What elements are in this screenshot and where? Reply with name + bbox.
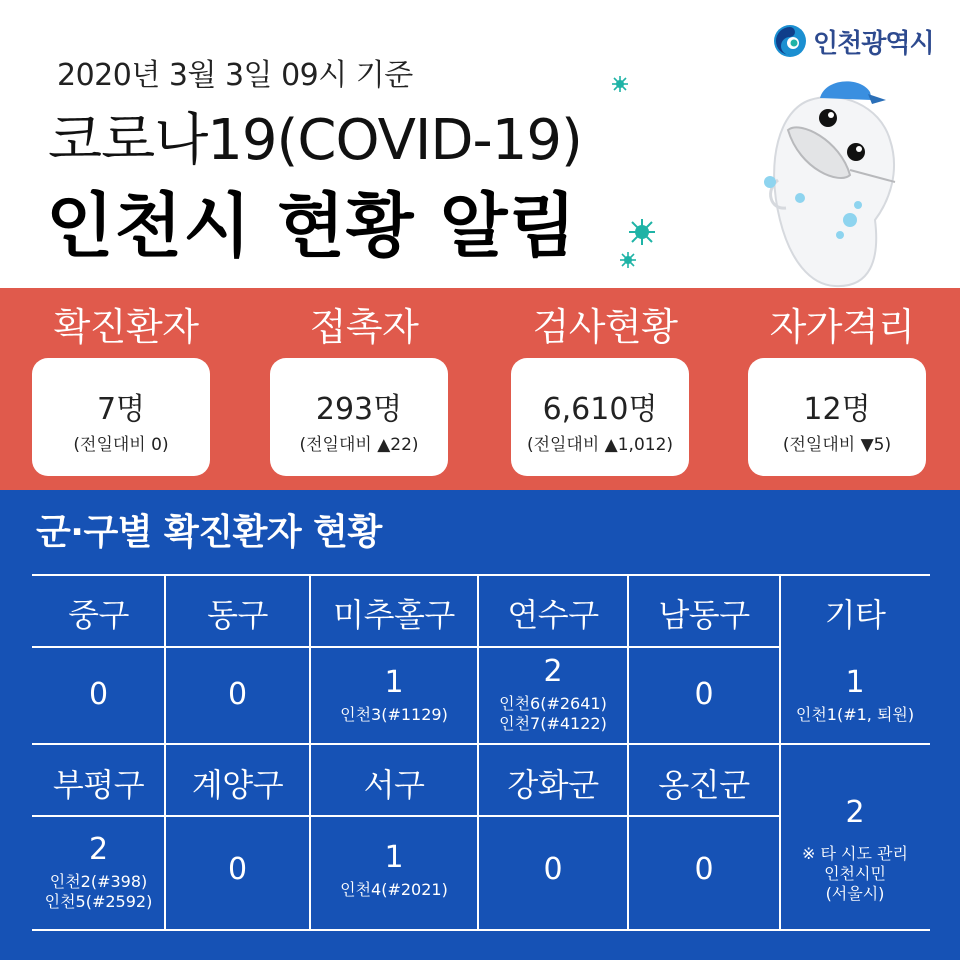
district-count: 1 bbox=[384, 840, 404, 875]
stat-value: 12명 bbox=[803, 392, 871, 427]
date-line: 2020년 3월 3일 09시 기준 bbox=[57, 58, 413, 93]
district-count: 2 bbox=[88, 832, 109, 867]
district-count: 2 bbox=[845, 795, 865, 830]
district-name: 옹진군 bbox=[658, 766, 750, 804]
case-note: (서울시) bbox=[825, 884, 885, 903]
case-note: ※ 타 시도 관리 bbox=[802, 844, 908, 863]
stat-delta: (전일대비 ▲1,012) bbox=[526, 435, 674, 455]
district-count: 2 bbox=[543, 654, 563, 689]
stat-label: 자가격리 bbox=[769, 305, 915, 349]
case-note: 인천6(#2641) bbox=[499, 694, 607, 713]
logo-text: 인천광역시 bbox=[813, 28, 934, 59]
district-count: 0 bbox=[88, 677, 109, 712]
title-line1: 코로나19(COVID-19) bbox=[48, 108, 582, 173]
case-note: 인천4(#2021) bbox=[340, 880, 448, 899]
case-note: 인천1(#1, 퇴원) bbox=[795, 705, 915, 724]
district-name: 중구 bbox=[68, 596, 129, 634]
case-note: 인천7(#4122) bbox=[499, 714, 607, 733]
virus-icon bbox=[628, 218, 656, 246]
logo bbox=[773, 22, 934, 60]
stat-value: 7명 bbox=[96, 392, 146, 427]
header bbox=[0, 0, 960, 288]
district-count: 0 bbox=[543, 852, 563, 887]
stat-delta: (전일대비 0) bbox=[73, 435, 169, 455]
case-note: 인천5(#2592) bbox=[44, 892, 153, 911]
stat-card bbox=[270, 358, 448, 476]
district-name: 부평구 bbox=[52, 766, 145, 804]
stats-band bbox=[0, 288, 960, 490]
case-note: 인천2(#398) bbox=[49, 872, 148, 891]
stat-label: 확진환자 bbox=[53, 305, 199, 349]
stat-label: 접촉자 bbox=[309, 305, 419, 349]
stat-card bbox=[748, 358, 926, 476]
district-count: 0 bbox=[227, 677, 248, 712]
stat-label: 검사현황 bbox=[532, 305, 678, 349]
district-section bbox=[0, 490, 960, 960]
district-count: 0 bbox=[694, 852, 714, 887]
stat-value: 293명 bbox=[315, 392, 403, 427]
district-count: 0 bbox=[694, 677, 714, 712]
stat-delta: (전일대비 ▲22) bbox=[299, 435, 419, 455]
district-name: 동구 bbox=[207, 596, 268, 634]
stat-card bbox=[32, 358, 210, 476]
virus-icon bbox=[612, 76, 628, 92]
district-name: 서구 bbox=[363, 766, 425, 804]
district-name: 미추홀구 bbox=[333, 596, 455, 634]
district-name: 강화군 bbox=[507, 766, 599, 804]
case-note: 인천시민 bbox=[824, 864, 886, 883]
virus-icon bbox=[620, 252, 636, 268]
title-line2: 인천시 현황 알림 bbox=[46, 185, 578, 267]
district-name: 남동구 bbox=[658, 596, 750, 634]
case-note: 인천3(#1129) bbox=[340, 705, 448, 724]
district-count: 0 bbox=[227, 852, 248, 887]
mascot-icon bbox=[740, 70, 950, 288]
stat-value: 6,610명 bbox=[542, 392, 658, 427]
district-title: 군·구별 확진환자 현황 bbox=[36, 512, 382, 553]
incheon-logo-icon bbox=[773, 24, 807, 58]
stat-delta: (전일대비 ▼5) bbox=[782, 435, 892, 455]
district-count: 1 bbox=[845, 665, 865, 700]
district-count: 1 bbox=[384, 665, 404, 700]
stat-card bbox=[511, 358, 689, 476]
district-name: 기타 bbox=[824, 596, 886, 634]
district-name: 계양구 bbox=[191, 766, 284, 804]
district-name: 연수구 bbox=[507, 596, 599, 634]
